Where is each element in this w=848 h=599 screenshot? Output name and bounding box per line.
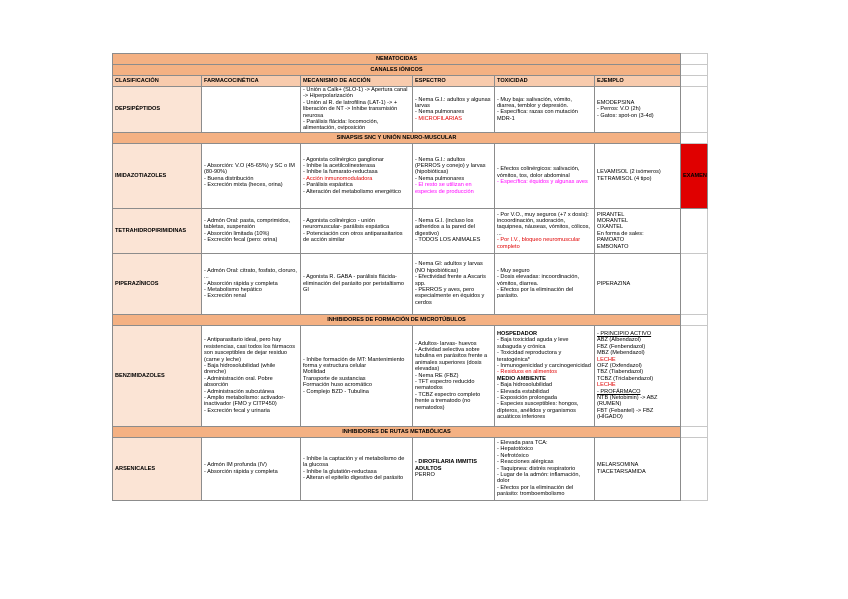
cell-mecanismo: - Agonista colinérgico ganglionar - Inhibe la acetilcolinesterasa - Inhibe la fumarato-reductasa - Acción inmunomoduladora - Parálisis espástica - Alteración del metabolismo energético: [301, 143, 413, 208]
row-class: BENZIMIDAZOLES: [113, 325, 202, 426]
header-clasificacion: CLASIFICACIÓN: [113, 76, 202, 87]
cell-toxicidad: HOSPEDADOR - Baja toxicidad aguda y leve subaguda y crónica - Toxicidad reproductora y teratogénica* - Inmunogenicidad y carcinogenicidad - Residuos en alimentos MEDIO AMBIENTE - Baja hidrosolubilidad - Elevada estabilidad - Exposición prolongada - Especies susceptibles: hongos, dípteros, anélidos y organismos acuáticos inferiores: [495, 325, 595, 426]
header-ejemplo: EJEMPLO: [595, 76, 681, 87]
cell-ejemplo: EMODEPSINA - Perros: V.O (2h) - Gatos: spot-on (3-4d): [595, 87, 681, 133]
section-sinapsis: SINAPSIS SNC Y UNIÓN NEURO-MUSCULAR: [113, 132, 681, 143]
cell-ejemplo: PIRANTEL MORANTEL OXANTEL En forma de sales: PAMOATO EMBONATO: [595, 208, 681, 253]
cell-espectro: - Nema GI: adultos y larvas (NO hipobióticas) - Efectividad frente a Ascaris spp. - PERROS y aves, pero especialmente en équidos y cerdos: [413, 253, 495, 314]
header-farmacocinetica: FARMACOCINÉTICA: [202, 76, 301, 87]
cell-ejemplo: - PRINCIPIO ACTIVO ABZ (Albendazol) FBZ (Fenbendazol) MBZ (Mebendazol) LECHE OFZ (Oxfendazol) TBZ (Tiabendazol) TCBZ (Triclabendazol) LECHE - PROFÁRMACO NTB (Netobimin) -> ABZ (RUMEN) FBT (Febantel) -> FBZ (HÍGADO): [595, 325, 681, 426]
cell-mecanismo: - Inhibe formación de MT: Mantenimiento forma y estructura celular Motilidad Transporte de sustancias Formación huso acromático - Complejo BZD - Tubulina: [301, 325, 413, 426]
row-class: PIPERAZÍNICOS: [113, 253, 202, 314]
cell-espectro: - DIROFILARIA IMMITIS ADULTOS PERRO: [413, 437, 495, 500]
table-row: [113, 253, 708, 314]
cell-espectro: - Nema G.I. (incluso los adheridos a la pared del digestivo) - TODOS LOS ANIMALES: [413, 208, 495, 253]
table-title: NEMATOCIDAS: [113, 54, 681, 65]
section-microtubulos: INHIBIDORES DE FORMACIÓN DE MICROTÚBULOS: [113, 314, 681, 325]
nematocidas-table: [112, 53, 708, 501]
section-row: [113, 65, 708, 76]
cell-espectro: - Nema G.I.: adultos (PERROS y conejo) y larvas (hipobióticas) - Nema pulmonares - El resto se utilizan en especies de producción: [413, 143, 495, 208]
cell-toxicidad: - Elevada para TCA: - Hepatotóxico - Nefrotóxico - Reacciones alérgicas - Taquipnea: distrés respiratorio - Lugar de la admón: inflamación, dolor - Efectos por la eliminación del parásito: tromboembolismo: [495, 437, 595, 500]
cell-farmacocinetica: - Absorción: V.O (45-65%) y SC o IM (80-90%) - Buena distribución - Excreción mixta (heces, orina): [202, 143, 301, 208]
section-row: [113, 426, 708, 437]
section-canales: CANALES IÓNICOS: [113, 65, 681, 76]
cell-mecanismo: - Agonista R. GABA - parálisis flácida- eliminación del parásito por peristaltismo GI: [301, 253, 413, 314]
cell-espectro: - Nema G.I.: adultos y algunas larvas - Nema pulmonares - MICROFILARIAS: [413, 87, 495, 133]
cell-toxicidad: - Por V.O., muy seguros (+7 x dosis): incoordinación, sudoración, taquipnea, náuseas, vómitos, cólicos, ... - Por I.V., bloqueo neuromuscular completo: [495, 208, 595, 253]
cell-espectro: - Adultos- larvas- huevos - Actividad selectiva sobre tubulina en parásitos frente a animales superiores (dosis elevadas) - Nema RE (FBZ) - TFT espectro reducido nematodos - TCBZ espectro completo frente a trematodo (no nematodos): [413, 325, 495, 426]
cell-farmacocinetica: - Admón IM profunda (IV) - Absorción rápida y completa: [202, 437, 301, 500]
section-row: [113, 314, 708, 325]
cell-toxicidad: - Muy baja: salivación, vómito, diarrea, temblor y depresión. - Específica: razas con mutación MDR-1: [495, 87, 595, 133]
cell-mecanismo: - Unión a Calk+ (SLO-1) -> Apertura canal -> Hiperpolarización - Unión al R. de latrofilina (LAT-1) -> + liberación de NT -> Inhibe transmisión neurosa - Parálisis flácida: locomoción, alimentación, oviposición: [301, 87, 413, 133]
cell-toxicidad: - Muy seguro - Dosis elevadas: incoordinación, vómitos, diarrea. - Efectos por la eliminación del parásito.: [495, 253, 595, 314]
table-row: [113, 437, 708, 500]
cell-toxicidad: - Efectos colinérgicos: salivación, vómitos, tos, dolor abdominal - Específica: équidos y algunas aves: [495, 143, 595, 208]
row-class: DEPSIPÉPTIDOS: [113, 87, 202, 133]
table-row: [113, 208, 708, 253]
section-metabolicas: INHIBIDORES DE RUTAS METABÓLICAS: [113, 426, 681, 437]
header-espectro: ESPECTRO: [413, 76, 495, 87]
cell-farmacocinetica: - Admón Oral: pasta, comprimidos, tabletas, suspensión - Absorción limitada (10%) - Excreción fecal (pero: orina): [202, 208, 301, 253]
row-class: IMIDAZOTIAZOLES: [113, 143, 202, 208]
table-row: [113, 87, 708, 133]
cell-ejemplo: LEVAMISOL (2 isómeros) TETRAMISOL (4 tipo): [595, 143, 681, 208]
title-row: [113, 54, 708, 65]
header-toxicidad: TOXICIDAD: [495, 76, 595, 87]
header-mecanismo: MECANISMO DE ACCIÓN: [301, 76, 413, 87]
header-row: [113, 76, 708, 87]
examen-badge: EXAMEN: [681, 143, 708, 208]
row-class: ARSENICALES: [113, 437, 202, 500]
cell-farmacocinetica: - Antiparasitario ideal, pero hay resistencias, casi todos los fármacos son susceptibles de dejar residuo (carne y leche) - Baja hidrosolubilidad (while drenche) - Administración oral. Pobre absorción - Administración subcutánea - Amplio metabolismo: activador-inactivador (FMO y CITP450) - Excreción fecal y urinaria: [202, 325, 301, 426]
cell-ejemplo: MELARSOMINA TIACETARSAMIDA: [595, 437, 681, 500]
cell-farmacocinetica: [202, 87, 301, 133]
section-row: [113, 132, 708, 143]
cell-farmacocinetica: - Admón Oral: citrato, fosfato, cloruro, ... - Absorción rápida y completa - Metabolismo hepático - Excreción renal: [202, 253, 301, 314]
cell-mecanismo: - Inhibe la captación y el metabolismo de la glucosa - Inhibe la glutatión-reductasa - Alteran el epitelio digestivo del parásito: [301, 437, 413, 500]
cell-ejemplo: PIPERAZINA: [595, 253, 681, 314]
table-row: [113, 143, 708, 208]
row-class: TETRAHIDROPIRIMIDINAS: [113, 208, 202, 253]
table-row: [113, 325, 708, 426]
cell-mecanismo: - Agonista colinérgico - unión neuromuscular- parálisis espástica - Potenciación con otros antiparasitarios de acción similar: [301, 208, 413, 253]
